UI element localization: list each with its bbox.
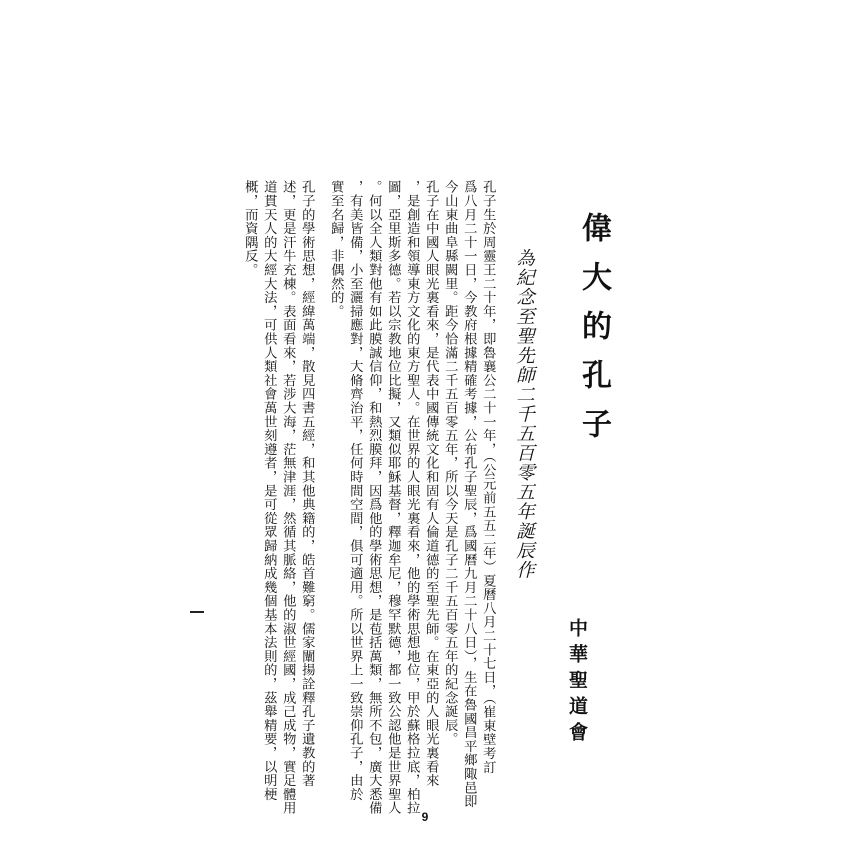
article-subtitle: 為紀念至聖先師二千五百零五年誕辰作 bbox=[513, 248, 535, 580]
article-title: 偉大的孔子 bbox=[576, 212, 611, 457]
body-line: 孔子的學術思想，經緯萬端，散見四書五經，和其他典籍的，皓首難窮。儒家闡揚詮釋孔子遺教的著 bbox=[299, 180, 315, 788]
body-line: 爲八月二十一日，今教府根據精確考據，公布孔子聖辰，爲國曆九月二十八日），生在魯國昌平鄉陬邑即 bbox=[461, 180, 477, 809]
body-line: 今山東曲阜縣闕里。距今恰滿二千五百零五年，所以今天是孔子二千五百零五年的紀念誕辰。 bbox=[442, 180, 458, 746]
body-line: ，是創造和領導東方文化的東方聖人。在世界的人眼光裏看來，他的學術思想地位，甲於蘇格拉底，柏拉 bbox=[404, 180, 420, 815]
body-line: 述，更是汗牛充棟。表面看來，若涉大海，茫無津涯，然循其脈絡，他的淑世經國，成己成物，實足體用 bbox=[280, 180, 296, 815]
body-line: 孔子生於周靈王二十年，即魯襄公二十一年，（公元前五五二年）夏曆八月二十七日，（崔東壁考訂 bbox=[480, 180, 496, 774]
body-line: 圖，亞里斯多德。若以宗教地位比擬，又類似耶穌基督，釋迦牟尼，穆罕默德，都一致公認他是世界聖人 bbox=[385, 180, 401, 815]
line-marker bbox=[190, 611, 204, 613]
page-number: 9 bbox=[421, 810, 429, 824]
body-line: ，有美皆備，小至灑掃應對，大脩齊治平，任何時間空間，俱可適用。所以世界上一致崇仰孔子，由於 bbox=[347, 180, 363, 801]
body-line: 實至名歸，非偶然的。 bbox=[328, 180, 344, 318]
body-line: 。何以全人類對他有如此膜誠信仰，和熱烈膜拜，因爲他的學術思想，是苞括萬類，無所不包，廣大悉備 bbox=[366, 180, 382, 815]
body-line: 孔子在中國人眼光裏看來，是代表中國傳統文化和固有人倫道德的至聖先師。在東亞的人眼光裏看來 bbox=[423, 180, 439, 788]
author-name: 中華聖道會 bbox=[566, 618, 588, 748]
body-line: 概，而資隅反。 bbox=[242, 180, 258, 277]
body-line: 道貫天人的大經大法，可供人類社會萬世刻遵者，是可從眾歸納成幾個基本法則的，茲舉精要，以明梗 bbox=[261, 180, 277, 801]
